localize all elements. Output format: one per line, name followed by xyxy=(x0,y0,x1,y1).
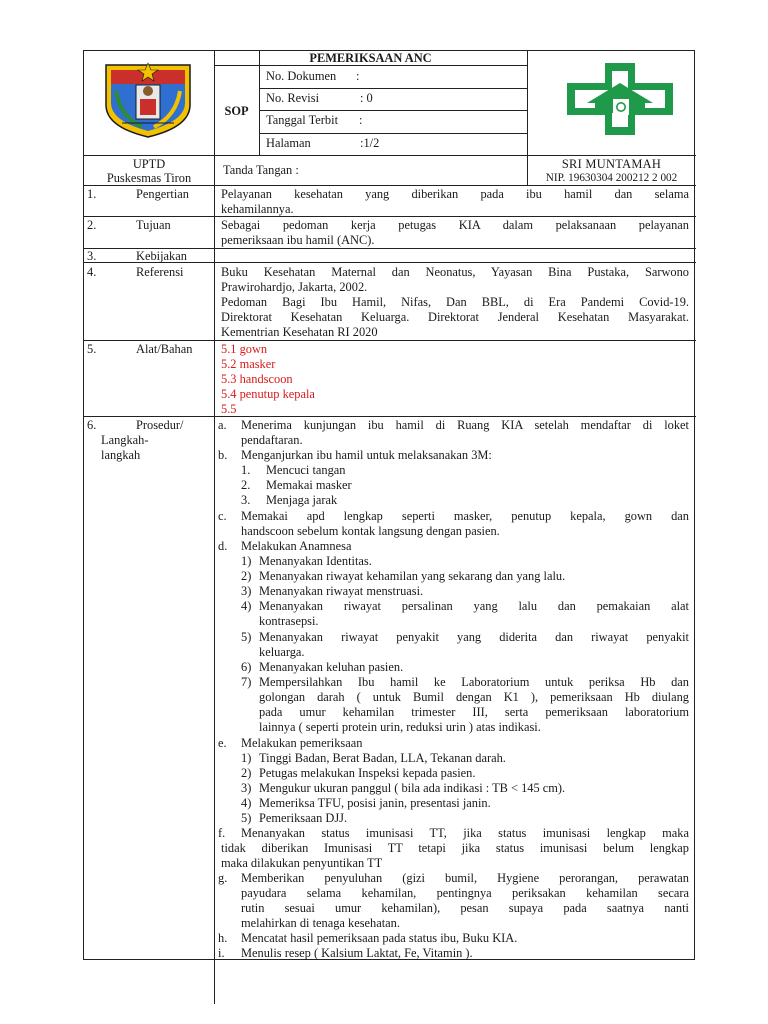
substep-text: lainnya ( seperti protein urin, reduksi urin ) atas indikasi. xyxy=(259,720,541,734)
definition-text: Pelayanan kesehatan yang diberikan pada ibu hamil dan selama xyxy=(221,187,689,201)
section-label: Kebijakan xyxy=(136,249,187,263)
section-number: 3. xyxy=(87,249,97,263)
section-label: Alat/Bahan xyxy=(136,342,193,356)
substep-text: Mencuci tangan xyxy=(266,463,346,477)
substep-marker: 2) xyxy=(241,569,252,583)
purpose-text: Sebagai pedoman kerja petugas KIA dalam pelaksanaan pelayanan xyxy=(221,218,689,232)
step-marker: d. xyxy=(218,539,228,553)
section-number: 5. xyxy=(87,342,97,356)
signature-label: Tanda Tangan : xyxy=(223,163,299,177)
publish-date-value: : xyxy=(359,113,363,127)
substep-text: Menanyakan Identitas. xyxy=(259,554,372,568)
substep-text: Menanyakan riwayat kehamilan yang sekarang dan yang lalu. xyxy=(259,569,566,583)
divider xyxy=(259,110,527,111)
substep-text: keluarga. xyxy=(259,645,305,659)
step-marker: i. xyxy=(218,946,225,960)
divider xyxy=(84,155,696,156)
substep-text: Menjaga jarak xyxy=(266,493,338,507)
step-marker: c. xyxy=(218,509,227,523)
step-marker: b. xyxy=(218,448,228,462)
substep-text: Petugas melakukan Inspeksi kepada pasien. xyxy=(259,766,476,780)
signer-name: SRI MUNTAMAH xyxy=(561,157,662,171)
step-text: payudara selama kehamilan, pentingnya periksakan kehamilan secara xyxy=(241,886,689,900)
definition-text: kehamilannya. xyxy=(221,202,294,216)
sop-label: SOP xyxy=(224,104,249,118)
substep-text: Menanyakan riwayat menstruasi. xyxy=(259,584,424,598)
substep-text: Mempersilahkan Ibu hamil ke Laboratorium untuk periksa Hb dan xyxy=(259,675,689,689)
step-text: Menanyakan status imunisasi TT, jika status imunisasi lengkap maka xyxy=(241,826,689,840)
section-number: 6. xyxy=(87,418,97,432)
substep-marker: 2. xyxy=(241,478,251,492)
unit-name: Puskesmas Tiron xyxy=(106,171,192,185)
substep-text: Menanyakan riwayat persalinan yang lalu dan pemakaian alat xyxy=(259,599,689,613)
step-text: Memberikan penyuluhan (gizi bumil, Hygiene perorangan, perawatan xyxy=(241,871,689,885)
purpose-text: pemeriksaan ibu hamil (ANC). xyxy=(221,233,375,247)
doc-number-value: : xyxy=(356,69,360,83)
step-text: Menulis resep ( Kalsium Laktat, Fe, Vitamin ). xyxy=(241,946,473,960)
step-text: Melakukan Anamnesa xyxy=(241,539,352,553)
substep-marker: 1) xyxy=(241,554,252,568)
puskesmas-cross-logo xyxy=(565,61,675,137)
equipment-item: 5.2 masker xyxy=(221,357,276,371)
equipment-item: 5.4 penutup kepala xyxy=(221,387,315,401)
step-marker: h. xyxy=(218,931,228,945)
unit-label: UPTD xyxy=(132,157,166,171)
page-title: PEMERIKSAAN ANC xyxy=(309,51,432,65)
divider xyxy=(259,51,260,155)
step-text: Mencatat hasil pemeriksaan pada status ibu, Buku KIA. xyxy=(241,931,518,945)
revision-label: No. Revisi xyxy=(266,91,320,105)
reference-text: Kementrian Kesehatan RI 2020 xyxy=(221,325,378,339)
substep-text: Tinggi Badan, Berat Badan, LLA, Tekanan darah. xyxy=(259,751,506,765)
substep-text: Mengukur ukuran panggul ( bila ada indikasi : TB < 145 cm). xyxy=(259,781,566,795)
reference-text: Direktorat Kesehatan Keluarga. Direktorat Jenderal Kesehatan Masyarakat. xyxy=(221,310,689,324)
substep-marker: 6) xyxy=(241,660,252,674)
substep-marker: 4) xyxy=(241,599,252,613)
step-text: tidak diberikan Imunisasi TT tetapi jika status imunisasi belum lengkap xyxy=(221,841,689,855)
substep-text: Pemeriksaan DJJ. xyxy=(259,811,348,825)
equipment-item: 5.5 xyxy=(221,402,237,416)
step-text: Melakukan pemeriksaan xyxy=(241,736,363,750)
page-value: :1/2 xyxy=(360,136,380,150)
substep-marker: 5) xyxy=(241,630,252,644)
reference-text: Prawirohardjo, Jakarta, 2002. xyxy=(221,280,368,294)
section-number: 4. xyxy=(87,265,97,279)
step-marker: a. xyxy=(218,418,227,432)
reference-text: Buku Kesehatan Maternal dan Neonatus, Yayasan Bina Pustaka, Sarwono xyxy=(221,265,689,279)
section-number: 1. xyxy=(87,187,97,201)
step-text: handscoon sebelum kontak langsung dengan pasien. xyxy=(241,524,500,538)
step-text: pendaftaran. xyxy=(241,433,303,447)
substep-marker: 4) xyxy=(241,796,252,810)
section-label: Prosedur/ xyxy=(136,418,184,432)
section-label: Pengertian xyxy=(136,187,189,201)
substep-marker: 1) xyxy=(241,751,252,765)
substep-marker: 7) xyxy=(241,675,252,689)
equipment-item: 5.1 gown xyxy=(221,342,268,356)
divider xyxy=(84,340,696,341)
step-text: Menganjurkan ibu hamil untuk melaksanakan 3M: xyxy=(241,448,492,462)
page-label: Halaman xyxy=(266,136,311,150)
substep-text: kontrasepsi. xyxy=(259,614,319,628)
section-label: Referensi xyxy=(136,265,184,279)
substep-marker: 2) xyxy=(241,766,252,780)
divider xyxy=(214,51,215,1004)
substep-text: Memeriksa TFU, posisi janin, presentasi janin. xyxy=(259,796,491,810)
step-marker: g. xyxy=(218,871,228,885)
substep-marker: 1. xyxy=(241,463,251,477)
publish-date-label: Tanggal Terbit xyxy=(266,113,339,127)
step-marker: f. xyxy=(218,826,226,840)
divider xyxy=(84,216,696,217)
step-text: rutin sesuai umur kehamilan), pesan supaya pada saatnya nanti xyxy=(241,901,689,915)
step-text: maka dilakukan penyuntikan TT xyxy=(221,856,383,870)
regency-coat-of-arms-logo xyxy=(102,61,194,138)
section-label: Tujuan xyxy=(136,218,171,232)
revision-value: : 0 xyxy=(360,91,373,105)
substep-text: Menanyakan keluhan pasien. xyxy=(259,660,404,674)
substep-marker: 3) xyxy=(241,781,252,795)
signer-nip: NIP. 19630304 200212 2 002 xyxy=(545,172,678,184)
divider xyxy=(84,416,696,417)
substep-marker: 3. xyxy=(241,493,251,507)
substep-text: pada umur kehamilan trimester III, serta pemeriksaan laboratorium xyxy=(259,705,689,719)
substep-marker: 5) xyxy=(241,811,252,825)
sop-document xyxy=(83,50,695,960)
reference-text: Pedoman Bagi Ibu Hamil, Nifas, Dan BBL, di Era Pandemi Covid-19. xyxy=(221,295,689,309)
step-text: Menerima kunjungan ibu hamil di Ruang KIA setelah mendaftar di loket xyxy=(241,418,689,432)
step-marker: e. xyxy=(218,736,227,750)
substep-text: golongan darah ( untuk Bumil dengan K1 ), pemeriksaan Hb diulang xyxy=(259,690,689,704)
divider xyxy=(259,88,527,89)
step-text: melahirkan di tenaga kesehatan. xyxy=(241,916,400,930)
equipment-item: 5.3 handscoon xyxy=(221,372,293,386)
substep-text: Menanyakan riwayat penyakit yang diderita dan riwayat penyakit xyxy=(259,630,689,644)
section-number: 2. xyxy=(87,218,97,232)
doc-number-label: No. Dokumen xyxy=(266,69,337,83)
substep-marker: 3) xyxy=(241,584,252,598)
section-label: Langkah- xyxy=(101,433,149,447)
section-label: langkah xyxy=(101,448,141,462)
substep-text: Memakai masker xyxy=(266,478,352,492)
step-text: Memakai apd lengkap seperti masker, penutup kepala, gown dan xyxy=(241,509,689,523)
divider xyxy=(259,133,527,134)
